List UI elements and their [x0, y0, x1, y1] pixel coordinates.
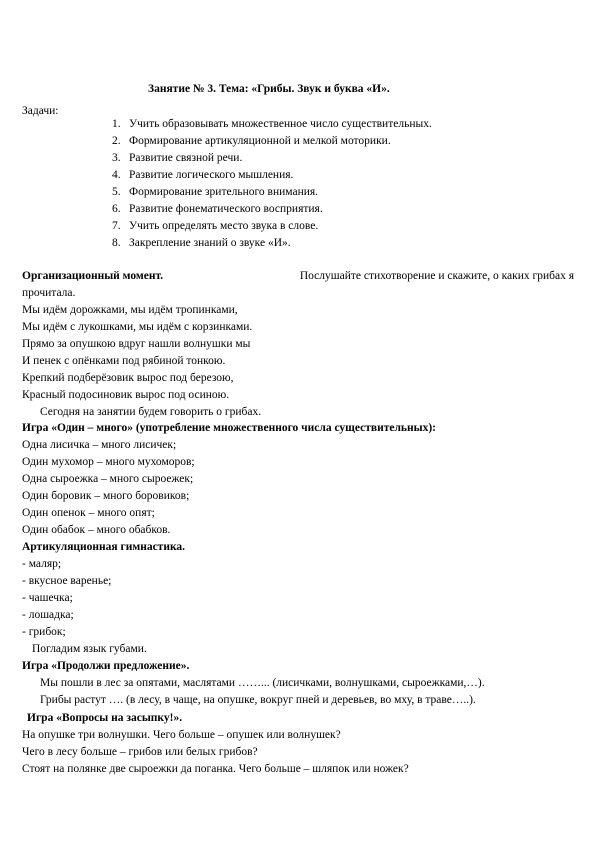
poem-line: Крепкий подберёзовик вырос под березою,: [22, 372, 234, 384]
artic-item: - чашечка;: [22, 592, 73, 604]
game2-line: Грибы растут …. (в лесу, в чаще, на опушке, вокруг пней и деревьев, во мху, в траве…..).: [40, 694, 476, 706]
task-number: 1.: [112, 118, 121, 130]
task-item: [112, 236, 291, 251]
artic-item: - маляр;: [22, 558, 62, 570]
task-item: [112, 134, 391, 149]
org-moment-heading: Организационный момент.: [22, 270, 164, 282]
task-number: 7.: [112, 220, 121, 232]
task-text: Формирование артикуляционной и мелкой моторики.: [129, 135, 391, 147]
game3-question: Чего в лесу больше – грибов или белых грибов?: [22, 746, 258, 758]
artic-heading: Артикуляционная гимнастика.: [22, 541, 186, 553]
game1-heading: Игра «Один – много» (употребление множественного числа существительных):: [22, 422, 436, 434]
task-text: Учить образовывать множественное число существительных.: [129, 118, 432, 130]
task-item: [112, 202, 323, 217]
game1-item: Одна лисичка – много лисичек;: [22, 439, 177, 451]
org-moment-text: Послушайте стихотворение и скажите, о каких грибах я: [299, 270, 574, 282]
artic-extra: Погладим язык губами.: [32, 643, 147, 655]
task-text: Учить определять место звука в слове.: [129, 220, 319, 232]
poem-line: Мы идём дорожками, мы идём тропинками,: [22, 304, 238, 316]
poem-line: И пенек с опёнками под рябиной тонкою.: [22, 355, 226, 367]
task-item: [112, 168, 293, 183]
today-topic: Сегодня на занятии будем говорить о грибах.: [40, 406, 262, 418]
artic-item: - вкусное варенье;: [22, 575, 112, 587]
task-number: 4.: [112, 169, 121, 181]
game2-heading: Игра «Продолжи предложение».: [22, 660, 190, 672]
artic-item: - лошадка;: [22, 609, 74, 621]
task-number: 8.: [112, 237, 121, 249]
task-text: Закрепление знаний о звуке «И».: [129, 237, 291, 249]
task-text: Формирование зрительного внимания.: [129, 186, 319, 198]
task-item: [112, 117, 432, 132]
task-number: 3.: [112, 152, 121, 164]
task-item: [112, 185, 318, 200]
tasks-heading: Задачи:: [22, 105, 59, 117]
game1-item: Один мухомор – много мухоморов;: [22, 456, 195, 468]
lesson-title: Занятие № 3. Тема: «Грибы. Звук и буква «И».: [148, 83, 390, 95]
game3-question: На опушке три волнушки. Чего больше – опушек или волнушек?: [22, 729, 341, 741]
game1-item: Один обабок – много обабков.: [22, 524, 171, 536]
game2-line: Мы пошли в лес за опятами, маслятами ……... (лисичками, волнушками, сыроежками,…).: [40, 677, 485, 689]
task-number: 6.: [112, 203, 121, 215]
org-moment-text-continued: прочитала.: [22, 287, 76, 299]
task-text: Развитие фонематического восприятия.: [129, 203, 323, 215]
game3-heading: Игра «Вопросы на засыпку!».: [27, 712, 183, 724]
org-moment-line: [22, 269, 574, 284]
game1-item: Один опенок – много опят;: [22, 507, 155, 519]
task-number: 5.: [112, 186, 121, 198]
task-number: 2.: [112, 135, 121, 147]
task-text: Развитие логического мышления.: [129, 169, 294, 181]
artic-item: - грибок;: [22, 626, 66, 638]
poem-line: Прямо за опушкою вдруг нашли волнушки мы: [22, 338, 251, 350]
task-text: Развитие связной речи.: [129, 152, 243, 164]
game1-item: Один боровик – много боровиков;: [22, 490, 190, 502]
game3-question: Стоят на полянке две сыроежки да поганка. Чего больше – шляпок или ножек?: [22, 763, 409, 775]
task-item: [112, 219, 318, 234]
poem-line: Красный подосиновик вырос под осиною.: [22, 389, 230, 401]
poem-line: Мы идём с лукошками, мы идём с корзинками.: [22, 321, 253, 333]
task-item: [112, 151, 242, 166]
game1-item: Одна сыроежка – много сыроежек;: [22, 473, 194, 485]
